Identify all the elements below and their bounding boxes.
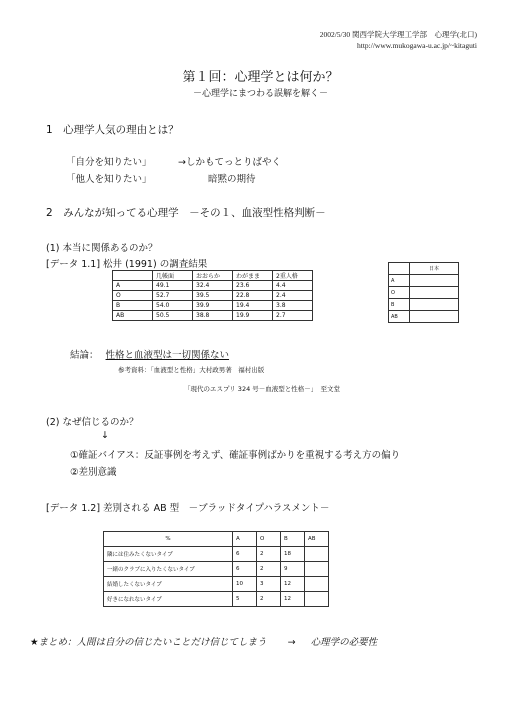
- survey-table: [112, 270, 313, 321]
- summary: [30, 634, 377, 648]
- table-cell: [305, 592, 329, 607]
- row-label: O: [113, 291, 153, 301]
- table-row: [113, 281, 313, 291]
- question2: (2) なぜ信じるのか？: [46, 417, 139, 428]
- data12-label: [データ 1.2] 差別される AB 型 －ブラッドタイプハラスメント－: [46, 503, 330, 514]
- table-row: [113, 291, 313, 301]
- table-cell: 38.8: [193, 311, 233, 321]
- row-label: 一緒のクラブに入りたくないタイプ: [104, 562, 233, 577]
- header-url: http://www.mukogawa-u.ac.jp/~kitaguti: [356, 41, 477, 50]
- survey-col-header: 几帳面: [153, 271, 193, 281]
- summary-conclusion: 心理学の必要性: [310, 637, 378, 648]
- table-row: [104, 577, 329, 592]
- table-cell: 49.1: [153, 281, 193, 291]
- table-row: [104, 562, 329, 577]
- table-cell: 23.6: [233, 281, 273, 291]
- survey-table-header: [113, 271, 313, 281]
- table-row: [389, 275, 459, 287]
- section1-heading: 1 心理学人気の理由とは？: [46, 124, 179, 136]
- row-label: 隣には住みたくないタイプ: [104, 547, 233, 562]
- japan-table-header: [389, 263, 459, 275]
- table-row: [104, 547, 329, 562]
- japan-table-corner: [389, 263, 410, 275]
- table-cell: [305, 547, 329, 562]
- table-row: [389, 299, 459, 311]
- table-cell: 32.4: [193, 281, 233, 291]
- section1-row2-right: 暗黙の期待: [208, 174, 256, 185]
- table-cell: 39.9: [193, 301, 233, 311]
- table-cell: 19.4: [233, 301, 273, 311]
- header-date-affiliation: 2002/5/30 関西学院大学理工学部 心理学(北口): [319, 30, 477, 39]
- section1-row2-left: 「他人を知りたい」: [66, 174, 152, 185]
- point-discrimination: ②差別意識: [70, 467, 117, 478]
- row-label: AB: [113, 311, 153, 321]
- table-cell: 3.8: [273, 301, 313, 311]
- table-cell: 12: [281, 592, 305, 607]
- table-cell: 50.5: [153, 311, 193, 321]
- table-cell: 6: [233, 562, 257, 577]
- page-header: [320, 29, 477, 51]
- survey-col-header: 2重人格: [273, 271, 313, 281]
- conclusion-text: 性格と血液型は一切関係ない: [105, 350, 230, 361]
- table-cell: [410, 287, 459, 299]
- table-cell: 10: [233, 577, 257, 592]
- reference-2: 「現代のエスプリ 324 号－血液型と性格－」 至文堂: [184, 385, 341, 393]
- japan-table: [388, 262, 459, 323]
- data11-label: [データ 1.1] 松井 (1991) の調査結果: [46, 259, 208, 270]
- table-cell: 5: [233, 592, 257, 607]
- point-confirmation-bias: ①確証バイアス：反証事例を考えず、確証事例ばかりを重視する考え方の偏り: [70, 450, 401, 461]
- section1-row1-right: →しかもてっとりばやく: [178, 157, 281, 168]
- table-cell: [305, 577, 329, 592]
- table-cell: 12: [281, 577, 305, 592]
- table-cell: [305, 562, 329, 577]
- table-cell: 2: [257, 562, 281, 577]
- survey-col-header: わがまま: [233, 271, 273, 281]
- table-row: [113, 311, 313, 321]
- table-cell: 3: [257, 577, 281, 592]
- table-cell: [410, 311, 459, 323]
- survey-col-header: おおらか: [193, 271, 233, 281]
- harassment-col-header: O: [257, 532, 281, 547]
- table-cell: 39.5: [193, 291, 233, 301]
- table-cell: 6: [233, 547, 257, 562]
- harassment-col-header: A: [233, 532, 257, 547]
- table-cell: 9: [281, 562, 305, 577]
- harassment-col-header: AB: [305, 532, 329, 547]
- harassment-col-header: B: [281, 532, 305, 547]
- table-cell: 4.4: [273, 281, 313, 291]
- section2-heading: 2 みんなが知ってる心理学 －その１、血液型性格判断－: [46, 207, 326, 219]
- page-subtitle: －心理学にまつわる誤解を解く－: [192, 89, 328, 99]
- table-row: [113, 301, 313, 311]
- table-cell: 2.4: [273, 291, 313, 301]
- table-cell: [410, 275, 459, 287]
- table-cell: 2.7: [273, 311, 313, 321]
- table-cell: 2: [257, 592, 281, 607]
- row-label: A: [113, 281, 153, 291]
- row-label: 結婚したくないタイプ: [104, 577, 233, 592]
- table-cell: 52.7: [153, 291, 193, 301]
- table-cell: [410, 299, 459, 311]
- harassment-table-corner: %: [104, 532, 233, 547]
- table-row: [389, 311, 459, 323]
- table-row: [104, 592, 329, 607]
- reference-1: 参考資料：「血液型と性格」大村政男著 福村出版: [118, 366, 265, 374]
- table-cell: 54.0: [153, 301, 193, 311]
- section1-row1-left: 「自分を知りたい」: [66, 157, 152, 168]
- row-label: A: [389, 275, 410, 287]
- row-label: B: [113, 301, 153, 311]
- row-label: AB: [389, 311, 410, 323]
- table-cell: 22.8: [233, 291, 273, 301]
- harassment-table-header: [104, 532, 329, 547]
- row-label: 好きになれないタイプ: [104, 592, 233, 607]
- conclusion: [70, 347, 229, 361]
- survey-table-corner: [113, 271, 153, 281]
- table-cell: 18: [281, 547, 305, 562]
- japan-col-header: 日本: [410, 263, 459, 275]
- down-arrow-icon: ↓: [101, 430, 109, 441]
- page-title: 第１回：心理学とは何か？: [182, 70, 339, 85]
- question1: (1) 本当に関係あるのか？: [46, 243, 158, 254]
- row-label: O: [389, 287, 410, 299]
- table-cell: 19.9: [233, 311, 273, 321]
- right-arrow-icon: →: [287, 637, 296, 648]
- table-cell: 2: [257, 547, 281, 562]
- conclusion-label: 結論：: [70, 350, 99, 361]
- table-row: [389, 287, 459, 299]
- harassment-table: [103, 531, 329, 607]
- row-label: B: [389, 299, 410, 311]
- summary-text: ★まとめ：人間は自分の信じたいことだけ信じてしまう: [30, 637, 267, 648]
